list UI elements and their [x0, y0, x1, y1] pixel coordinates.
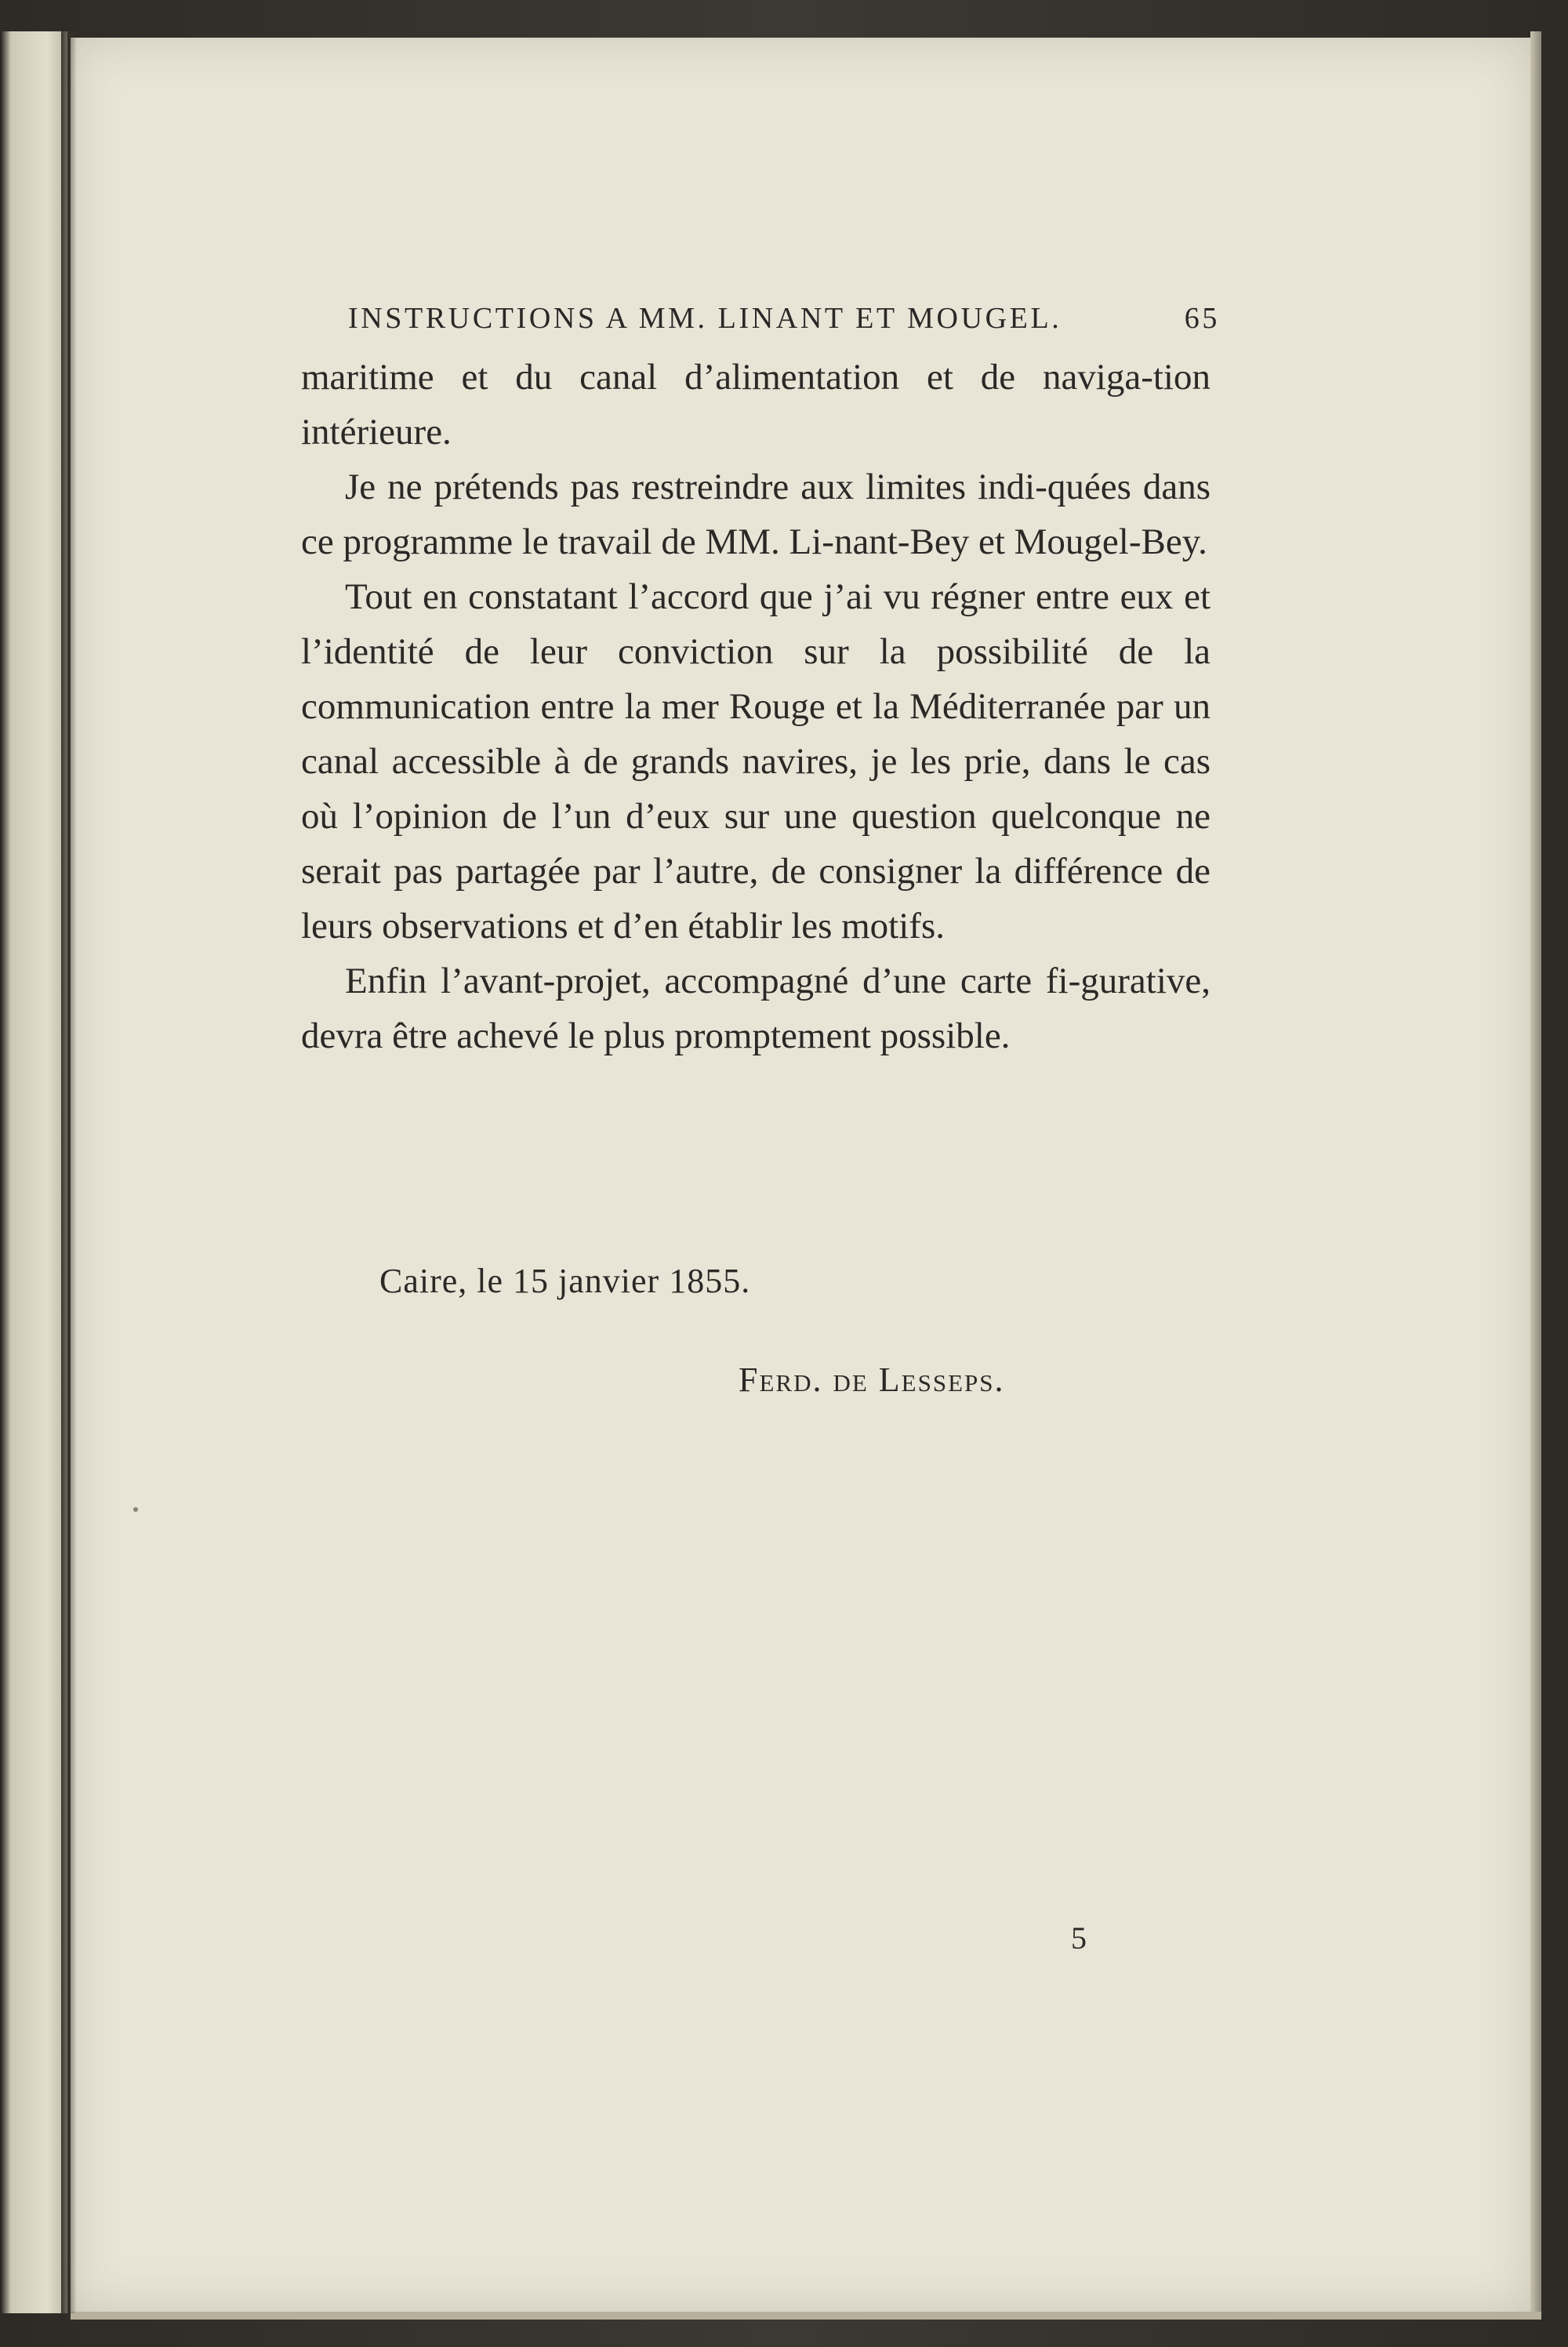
page-number: 65 — [1184, 302, 1220, 335]
running-title: INSTRUCTIONS A MM. LINANT ET MOUGEL. — [348, 302, 1062, 335]
dateline: Caire, le 15 janvier 1855. — [379, 1262, 751, 1300]
paragraph-4: Enfin l’avant-projet, accompagné d’une carte fi-gurative, devra être achevé le plus promptement possible. — [301, 961, 1210, 1056]
paragraph-2: Je ne prétends pas restreindre aux limites indi-quées dans ce programme le travail de MM. Li-nant-Bey et Mougel-Bey. — [301, 467, 1210, 562]
page-right-edge — [1530, 31, 1541, 2315]
page-bottom-edge — [71, 2312, 1541, 2320]
paragraph-1: maritime et du canal d’alimentation et de naviga-tion intérieure. — [301, 357, 1210, 452]
running-header — [348, 301, 1220, 348]
signature: Ferd. de Lesseps. — [739, 1361, 1005, 1399]
signature-mark: 5 — [1071, 1920, 1087, 1956]
paper-speck — [133, 1507, 138, 1512]
paragraph-3: Tout en constatant l’accord que j’ai vu régner entre eux et l’identité de leur conviction sur la possibilité de la communication entre la mer Rouge et la Méditerranée par un canal accessible à de grands navires, je les prie, dans le cas où l’opinion de l’un d’eux sur une question quelconque ne serait pas partagée par l’autre, de consigner la différence de leurs observations et d’en établir les motifs. — [301, 576, 1210, 946]
left-page-edge — [0, 31, 67, 2313]
gutter-shadow — [61, 31, 77, 2313]
body-text — [301, 350, 1210, 1063]
